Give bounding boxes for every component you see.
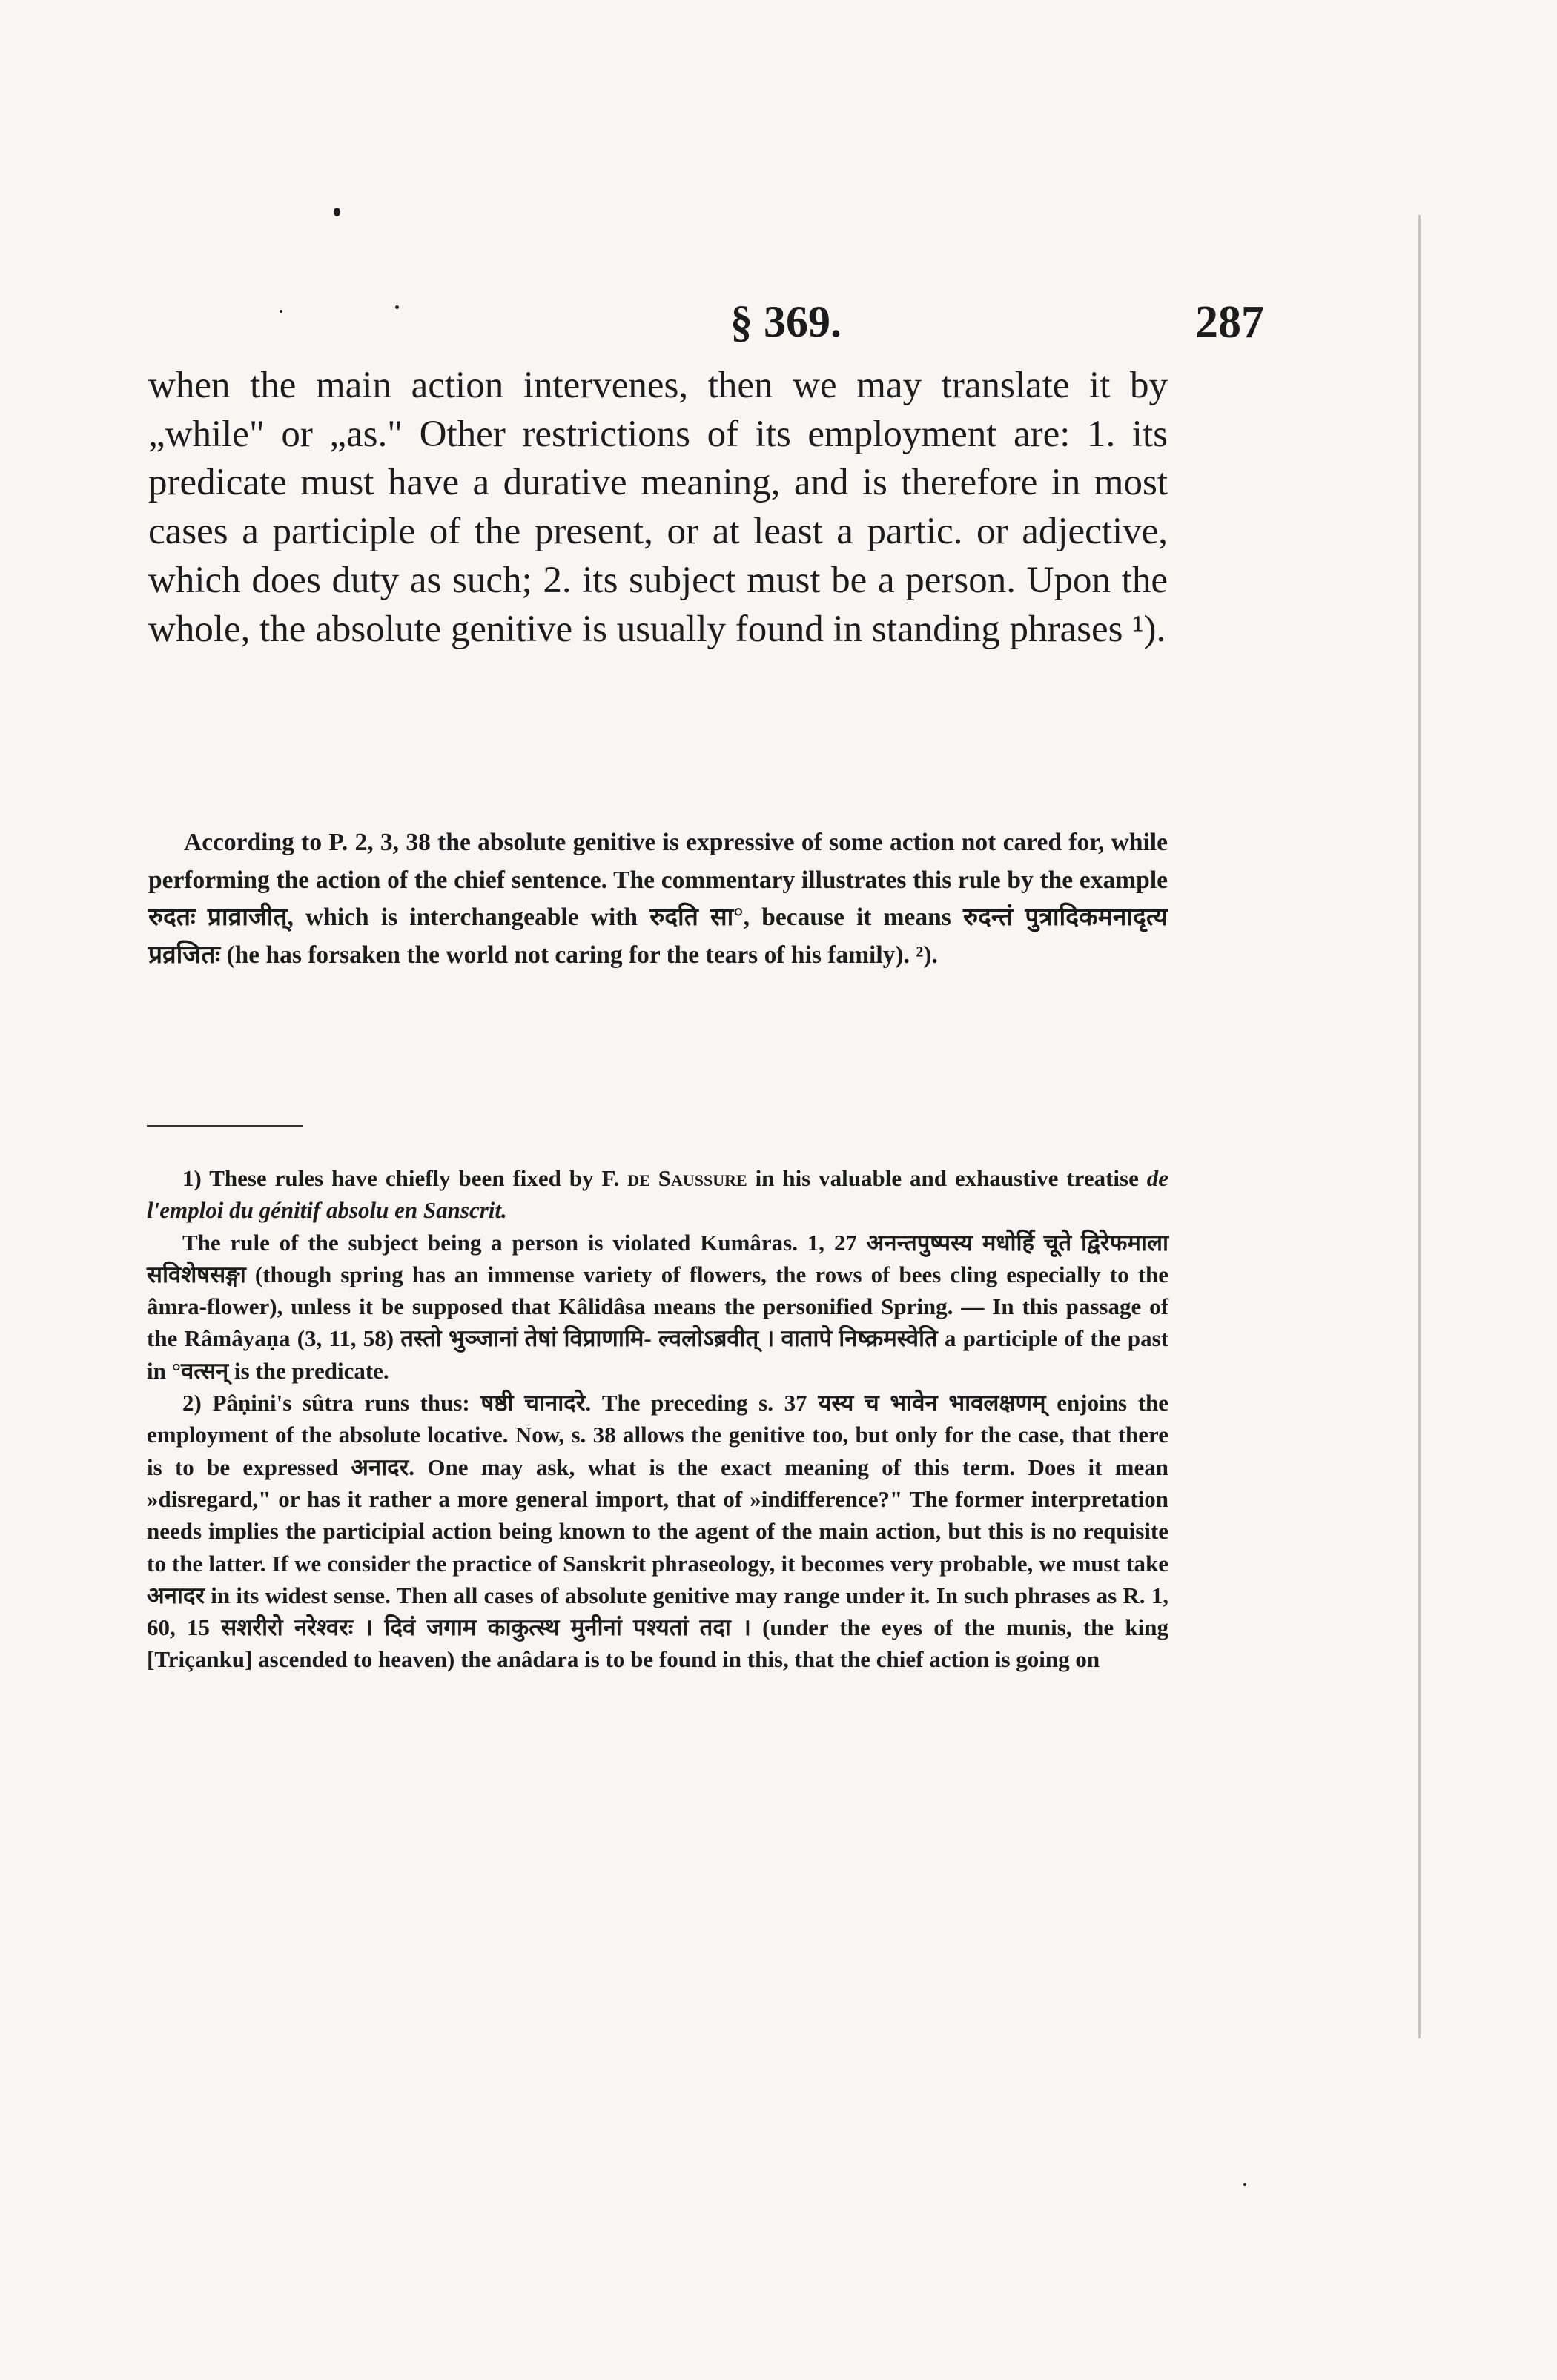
scan-spine-shadow (1418, 215, 1421, 2038)
footnote-marker: 2) (182, 1390, 202, 1416)
scan-speck (334, 208, 340, 216)
scan-speck (1243, 2183, 1246, 2186)
footnote-1-continuation: The rule of the subject being a person is violated Kumâras. 1, 27 अनन्तपुष्पस्य मधोर्हि चूते द्विरेफमाला सविशेषसङ्गा (though spring has an immense variety of flowers, the rows of bees cling especially to the âmra-flower), unless it be supposed that Kâlidâsa means the personified Spring. — In this passage of the Râmâyaṇa (3, 11, 58) तस्तो भुञ्जानां तेषां विप्राणामि- ल्वलोऽब्रवीत् । वातापे निष्क्रमस्वेति a participle of the past in °वत्सन् is the predicate. (147, 1229, 1168, 1384)
running-header (0, 296, 1557, 356)
author-name: de Saussure (627, 1165, 747, 1191)
footnote-text: in his valuable and exhaustive treatise (755, 1165, 1139, 1191)
footnote-text: Pâṇini's sûtra runs thus: षष्ठी चानादरे. The preceding s. 37 यस्य च भावेन भावलक्षणम् enjoins the employment of the absolute locative. Now, s. 38 allows the genitive too, but only for the case, that there is to be expressed अनादर. One may ask, what is the exact meaning of this term. Does it mean »disregard," or has it rather a more general import, that of »indifference?" The former interpretation needs implies the participial action being known to the agent of the main action, but this is no requisite to the latter. If we consider the practice of Sanskrit phraseology, it becomes very probable, we must take अनादर in its widest sense. Then all cases of absolute genitive may range under it. In such phrases as R. 1, 60, 15 सशरीरो नरेश्वरः । दिवं जगाम काकुत्स्थ मुनीनां पश्यतां तदा । (under the eyes of the munis, the king [Triçanku] ascended to heaven) the anâdara is to be found in this, that the chief action is going on (147, 1390, 1169, 1673)
footnotes (147, 1162, 1168, 1676)
footnote-marker: 1) (182, 1165, 202, 1191)
body-paragraph: when the main action intervenes, then we may translate it by „while" or „as." Other restrictions of its employment are: 1. its predicate must have a durative meaning, and is therefore in most cases a participle of the present, or at least a partic. or adjective, which does duty as such; 2. its subject must be a person. Upon the whole, the absolute genitive is usually found in standing phrases ¹). (148, 365, 1168, 650)
page-number: 287 (1195, 297, 1264, 348)
footnote-1 (147, 1162, 1168, 1227)
gloss-paragraph: According to P. 2, 3, 38 the absolute genitive is expressive of some action not cared for, while performing the action of the chief sentence. The commentary illustrates this rule by the example रुदतः प्राव्राजीत्, which is interchangeable with रुदति सा°, because it means रुदन्तं पुत्रादिकमनादृत्य प्रव्रजितः (he has forsaken the world not caring for the tears of his family). ²). (148, 829, 1168, 969)
footnote-separator (147, 1125, 303, 1127)
section-number: § 369. (730, 297, 842, 346)
main-text (148, 362, 1168, 654)
footnote-2 (147, 1387, 1168, 1676)
footnote-text: These rules have chiefly been fixed by F. (209, 1165, 620, 1191)
treatise-title: de l'emploi du génitif absolu en Sanscrit. (147, 1165, 1169, 1224)
